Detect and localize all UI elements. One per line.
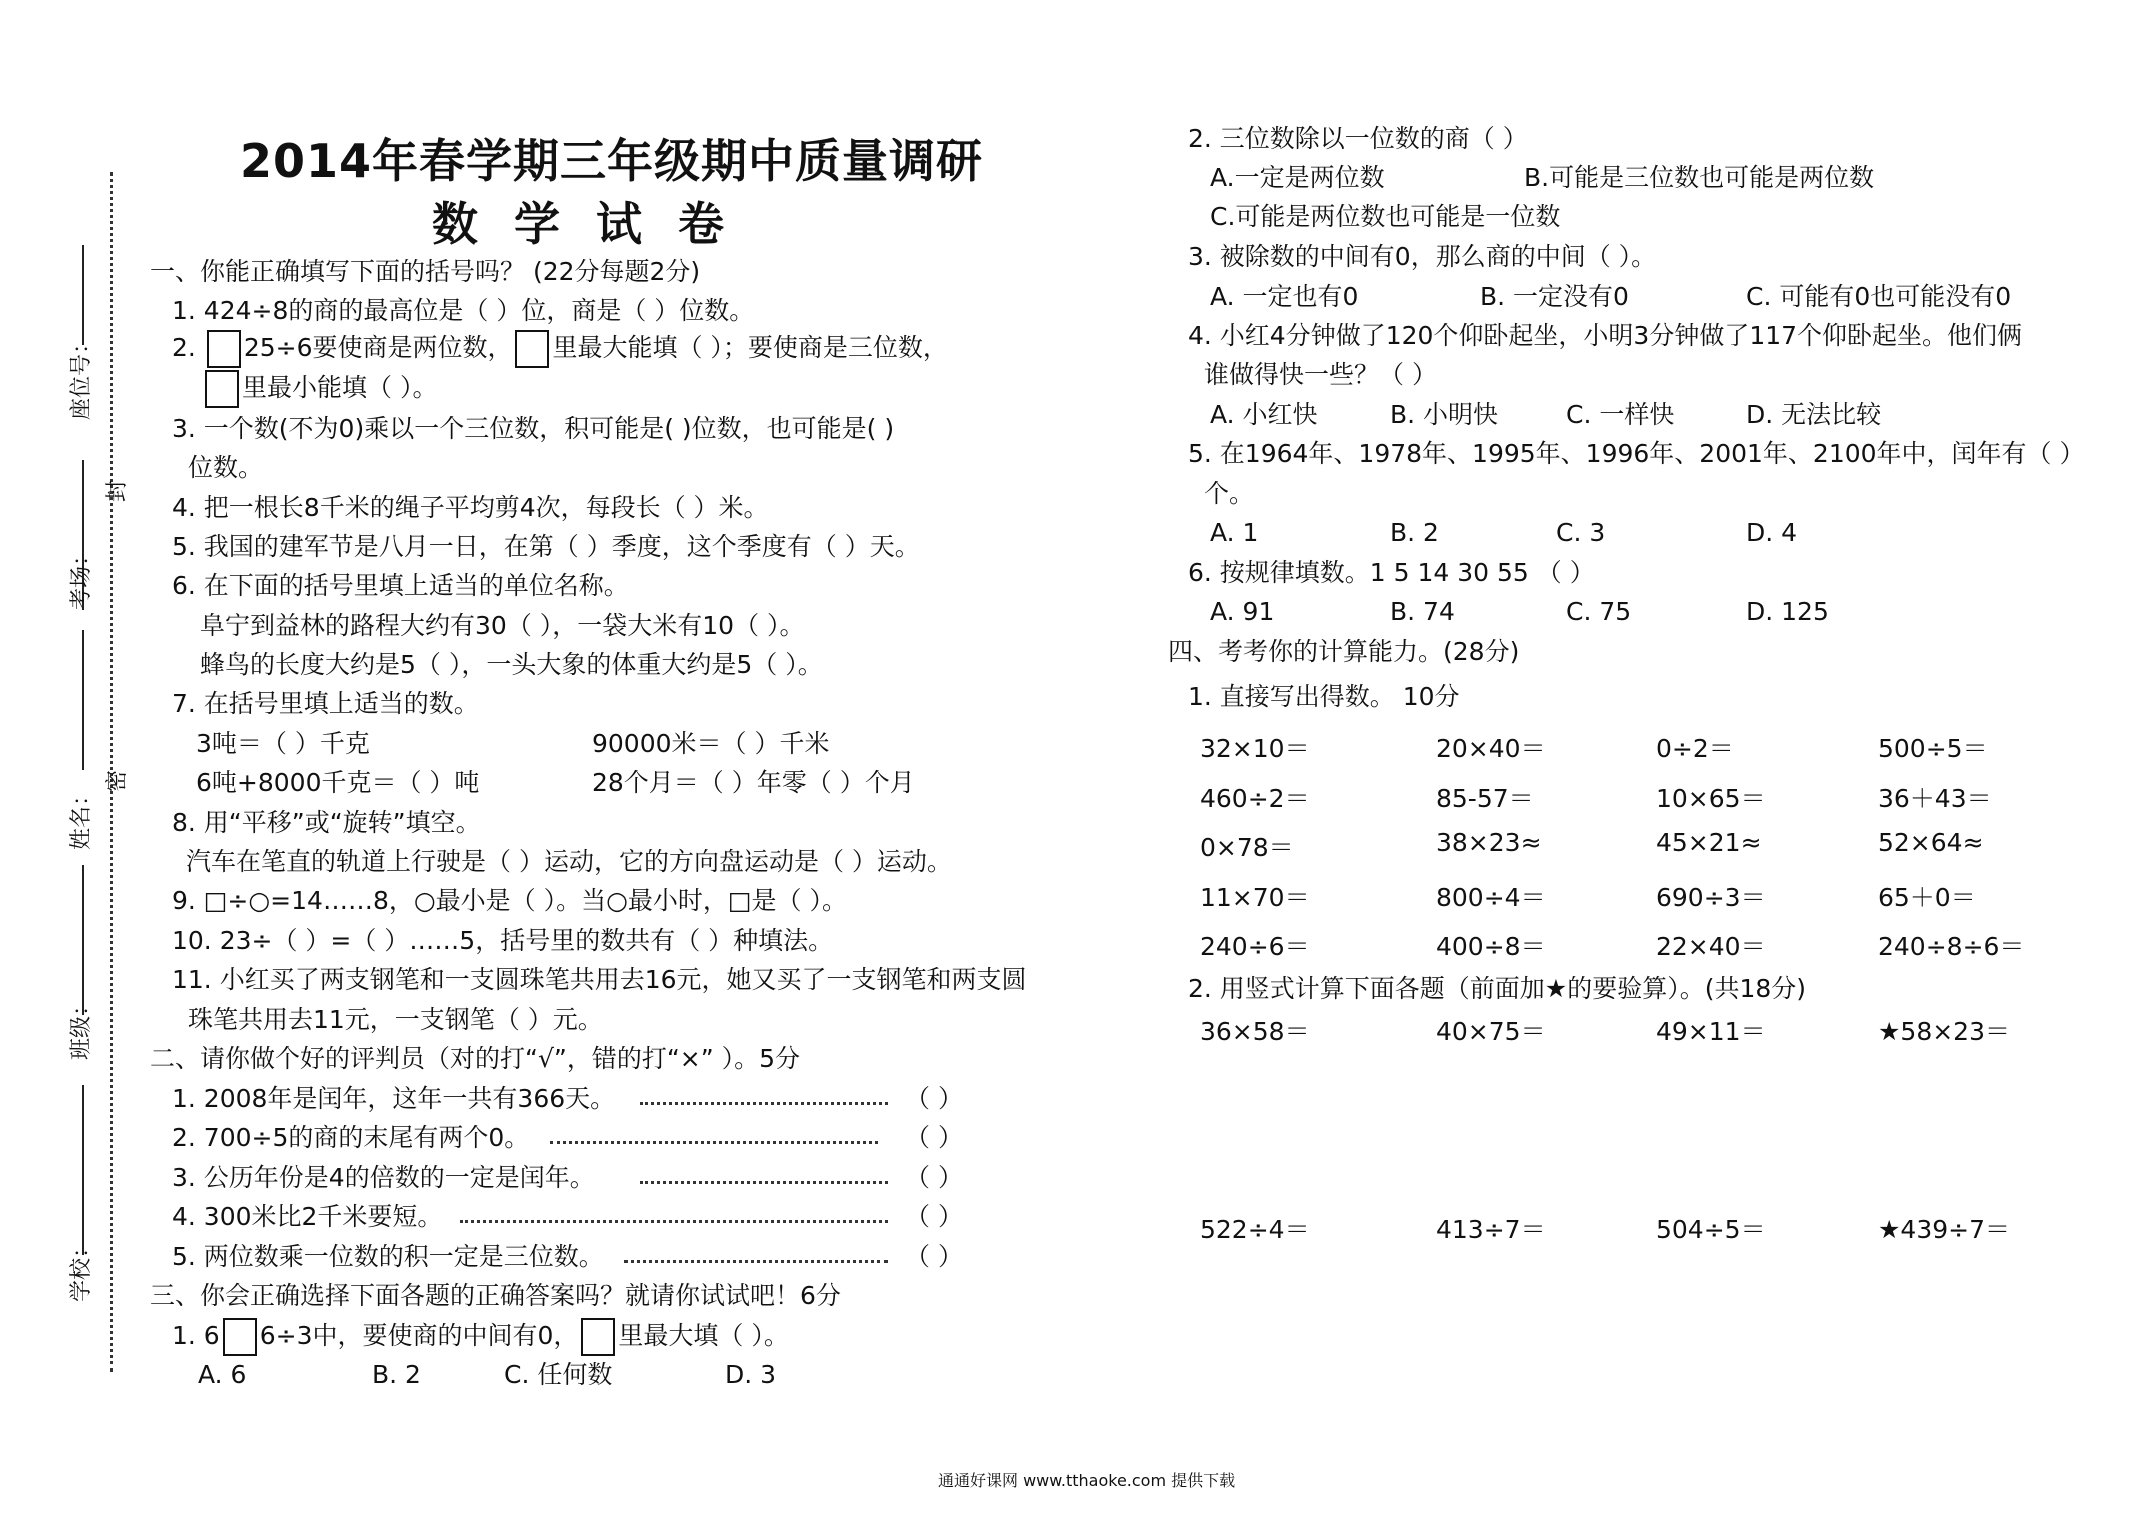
q36-option-c: C. 75 xyxy=(1566,597,1632,626)
q32-option-a: A.一定是两位数 xyxy=(1210,163,1385,192)
q31-option-c: C. 任何数 xyxy=(504,1360,613,1389)
calc-cell: 85-57＝ xyxy=(1436,784,1534,813)
calc-cell: 65＋0＝ xyxy=(1878,883,1976,912)
vertical-calc-cell: 504÷5＝ xyxy=(1656,1215,1766,1244)
calc-cell: 38×23≈ xyxy=(1436,828,1542,857)
question-1-7a-1: 3吨＝（ ）千克 xyxy=(196,729,370,758)
q36-option-d: D. 125 xyxy=(1746,597,1829,626)
question-3-3: 3. 被除数的中间有0，那么商的中间（ ）。 xyxy=(1188,242,1657,271)
calc-cell: 52×64≈ xyxy=(1878,828,1984,857)
tf-mark-2[interactable]: （ ） xyxy=(905,1123,963,1152)
tf-dots-1 xyxy=(640,1082,888,1105)
tf-mark-1[interactable]: （ ） xyxy=(905,1084,963,1113)
q34-option-c: C. 一样快 xyxy=(1566,400,1675,429)
q34-option-d: D. 无法比较 xyxy=(1746,400,1882,429)
q31-option-d: D. 3 xyxy=(725,1360,777,1389)
tf-dots-2 xyxy=(550,1121,878,1144)
vertical-calc-cell: 49×11＝ xyxy=(1656,1017,1766,1046)
question-1-9: 9. □÷○=14……8，○最小是（ ）。当○最小时，□是（ ）。 xyxy=(172,886,847,915)
question-1-8a: 汽车在笔直的轨道上行驶是（ ）运动，它的方向盘运动是（ ）运动。 xyxy=(186,847,952,876)
tf-dots-3 xyxy=(640,1161,888,1184)
calc-cell: 240÷8÷6＝ xyxy=(1878,932,2025,961)
q31-text-b: 6÷3中，要使商的中间有0， xyxy=(259,1321,579,1350)
question-3-4: 4. 小红4分钟做了120个仰卧起坐，小明3分钟做了117个仰卧起坐。他们俩 xyxy=(1188,321,2023,350)
section-1-heading: 一、你能正确填写下面的括号吗？ (22分每题2分) xyxy=(150,257,701,286)
vertical-calc-cell: 40×75＝ xyxy=(1436,1017,1546,1046)
calc-cell: 0×78＝ xyxy=(1200,833,1294,862)
calc-cell: 45×21≈ xyxy=(1656,828,1762,857)
question-1-5: 5. 我国的建军节是八月一日，在第（ ）季度，这个季度有（ ）天。 xyxy=(172,532,920,561)
q32-option-b: B.可能是三位数也可能是两位数 xyxy=(1524,163,1875,192)
calc-cell: 32×10＝ xyxy=(1200,734,1310,763)
q31-text-a: 1. 6 xyxy=(172,1321,220,1350)
q34-option-a: A. 小红快 xyxy=(1210,400,1318,429)
q32-option-c: C.可能是两位数也可能是一位数 xyxy=(1210,202,1561,231)
vertical-calc-cell: ★58×23＝ xyxy=(1878,1017,2010,1046)
tf-item-3: 3. 公历年份是4的倍数的一定是闰年。 xyxy=(172,1163,595,1192)
question-1-2-cont xyxy=(202,370,437,408)
q2-text-c: 里最小能填（ ）。 xyxy=(242,373,438,402)
answer-box[interactable] xyxy=(515,330,549,368)
answer-box[interactable] xyxy=(581,1318,615,1356)
q35-option-a: A. 1 xyxy=(1210,518,1259,547)
q33-option-a: A. 一定也有0 xyxy=(1210,282,1359,311)
question-1-11-cont: 珠笔共用去11元，一支钢笔（ ）元。 xyxy=(188,1005,603,1034)
question-1-3: 3. 一个数(不为0)乘以一个三位数，积可能是( )位数，也可能是( ) xyxy=(172,414,895,443)
tf-item-4: 4. 300米比2千米要短。 xyxy=(172,1202,443,1231)
vertical-calc-cell: 413÷7＝ xyxy=(1436,1215,1546,1244)
tf-item-5: 5. 两位数乘一位数的积一定是三位数。 xyxy=(172,1242,604,1271)
vertical-calc-cell: 36×58＝ xyxy=(1200,1017,1310,1046)
calc-cell: 800÷4＝ xyxy=(1436,883,1546,912)
tf-mark-3[interactable]: （ ） xyxy=(905,1163,963,1192)
q31-option-a: A. 6 xyxy=(198,1360,247,1389)
question-1-11: 11. 小红买了两支钢笔和一支圆珠笔共用去16元，她又买了一支钢笔和两支圆 xyxy=(172,965,1027,994)
calc-cell: 0÷2＝ xyxy=(1656,734,1734,763)
school-label: 学校： xyxy=(69,1235,94,1302)
seat-label: 座位号： xyxy=(69,331,94,420)
question-1-8: 8. 用“平移”或“旋转”填空。 xyxy=(172,808,481,837)
question-3-4-cont: 谁做得快一些？（ ） xyxy=(1204,360,1437,389)
q35-option-c: C. 3 xyxy=(1556,518,1606,547)
answer-box[interactable] xyxy=(205,370,239,408)
question-1-6a: 阜宁到益林的路程大约有30（ ），一袋大米有10（ ）。 xyxy=(200,611,805,640)
question-1-10: 10. 23÷（ ）=（ ）……5，括号里的数共有（ ）种填法。 xyxy=(172,926,834,955)
question-1-7: 7. 在括号里填上适当的数。 xyxy=(172,689,479,718)
calc-cell: 20×40＝ xyxy=(1436,734,1546,763)
q36-option-b: B. 74 xyxy=(1390,597,1455,626)
question-1-3-cont: 位数。 xyxy=(188,453,264,482)
question-3-5: 5. 在1964年、1978年、1995年、1996年、2001年、2100年中，闰年有（ ） xyxy=(1188,439,2085,468)
vertical-calc-cell: 522÷4＝ xyxy=(1200,1215,1310,1244)
calc-cell: 36＋43＝ xyxy=(1878,784,1992,813)
seal-char-feng: 封 xyxy=(105,479,130,502)
calc-cell: 400÷8＝ xyxy=(1436,932,1546,961)
section-2-heading: 二、请你做个好的评判员（对的打“√”，错的打“×” ）。5分 xyxy=(150,1044,801,1073)
calc-cell: 460÷2＝ xyxy=(1200,784,1310,813)
calc-cell: 11×70＝ xyxy=(1200,883,1310,912)
section-3-heading: 三、你会正确选择下面各题的正确答案吗？就请你试试吧！6分 xyxy=(150,1281,841,1310)
question-1-7b-1: 6吨+8000千克＝（ ）吨 xyxy=(196,768,480,797)
q2-text-b: 里最大能填（ ）；要使商是三位数， xyxy=(552,333,948,362)
question-4-1: 1. 直接写出得数。 10分 xyxy=(1188,682,1460,711)
q2-text-a: 25÷6要使商是两位数， xyxy=(243,333,513,362)
question-3-6: 6. 按规律填数。1 5 14 30 55 （ ） xyxy=(1188,558,1595,587)
question-3-2: 2. 三位数除以一位数的商（ ） xyxy=(1188,124,1528,153)
q33-option-b: B. 一定没有0 xyxy=(1480,282,1629,311)
vertical-calc-cell: ★439÷7＝ xyxy=(1878,1215,2010,1244)
tf-item-1: 1. 2008年是闰年，这年一共有366天。 xyxy=(172,1084,616,1113)
q31-text-c: 里最大填（ ）。 xyxy=(618,1321,789,1350)
q35-option-d: D. 4 xyxy=(1746,518,1798,547)
question-3-5-cont: 个。 xyxy=(1204,479,1255,508)
tf-dots-4 xyxy=(460,1200,888,1223)
calc-cell: 240÷6＝ xyxy=(1200,932,1310,961)
q33-option-c: C. 可能有0也可能没有0 xyxy=(1746,282,2012,311)
footer-credit: 通通好课网 www.tthaoke.com 提供下载 xyxy=(938,1471,1236,1490)
calc-cell: 500÷5＝ xyxy=(1878,734,1988,763)
seal-char-mi: 密 xyxy=(105,769,130,792)
name-label: 姓名： xyxy=(69,783,94,850)
answer-box[interactable] xyxy=(223,1318,257,1356)
tf-mark-5[interactable]: （ ） xyxy=(905,1242,963,1271)
school-line xyxy=(82,1085,84,1255)
section-4-heading: 四、考考你的计算能力。(28分) xyxy=(1168,637,1520,666)
name-line xyxy=(82,630,84,770)
question-1-4: 4. 把一根长8千米的绳子平均剪4次，每段长（ ）米。 xyxy=(172,493,769,522)
answer-box[interactable] xyxy=(207,330,241,368)
q34-option-b: B. 小明快 xyxy=(1390,400,1499,429)
q31-option-b: B. 2 xyxy=(372,1360,421,1389)
calc-cell: 690÷3＝ xyxy=(1656,883,1766,912)
tf-mark-4[interactable]: （ ） xyxy=(905,1202,963,1231)
question-1-1: 1. 424÷8的商的最高位是（ ）位，商是（ ）位数。 xyxy=(172,296,755,325)
calc-cell: 10×65＝ xyxy=(1656,784,1766,813)
q36-option-a: A. 91 xyxy=(1210,597,1275,626)
question-1-6b: 蜂鸟的长度大约是5（ ），一头大象的体重大约是5（ ）。 xyxy=(200,650,823,679)
question-1-6: 6. 在下面的括号里填上适当的单位名称。 xyxy=(172,571,629,600)
question-4-2: 2. 用竖式计算下面各题（前面加★的要验算）。(共18分) xyxy=(1188,974,1807,1003)
class-line xyxy=(82,865,84,1015)
tf-item-2: 2. 700÷5的商的末尾有两个0。 xyxy=(172,1123,530,1152)
question-3-1 xyxy=(172,1318,789,1356)
question-1-7b-2: 28个月＝（ ）年零（ ）个月 xyxy=(592,768,915,797)
page-title: 2014年春学期三年级期中质量调研 xyxy=(240,134,984,188)
q2-number: 2. xyxy=(172,333,196,362)
room-label: 考场： xyxy=(69,543,94,610)
calc-cell: 22×40＝ xyxy=(1656,932,1766,961)
tf-dots-5 xyxy=(624,1240,888,1263)
question-1-2 xyxy=(172,330,948,368)
class-label: 班级： xyxy=(69,993,94,1060)
question-1-7a-2: 90000米＝（ ）千米 xyxy=(592,729,830,758)
page-subtitle: 数学试卷 xyxy=(432,197,760,251)
q35-option-b: B. 2 xyxy=(1390,518,1439,547)
seat-line xyxy=(82,245,84,345)
